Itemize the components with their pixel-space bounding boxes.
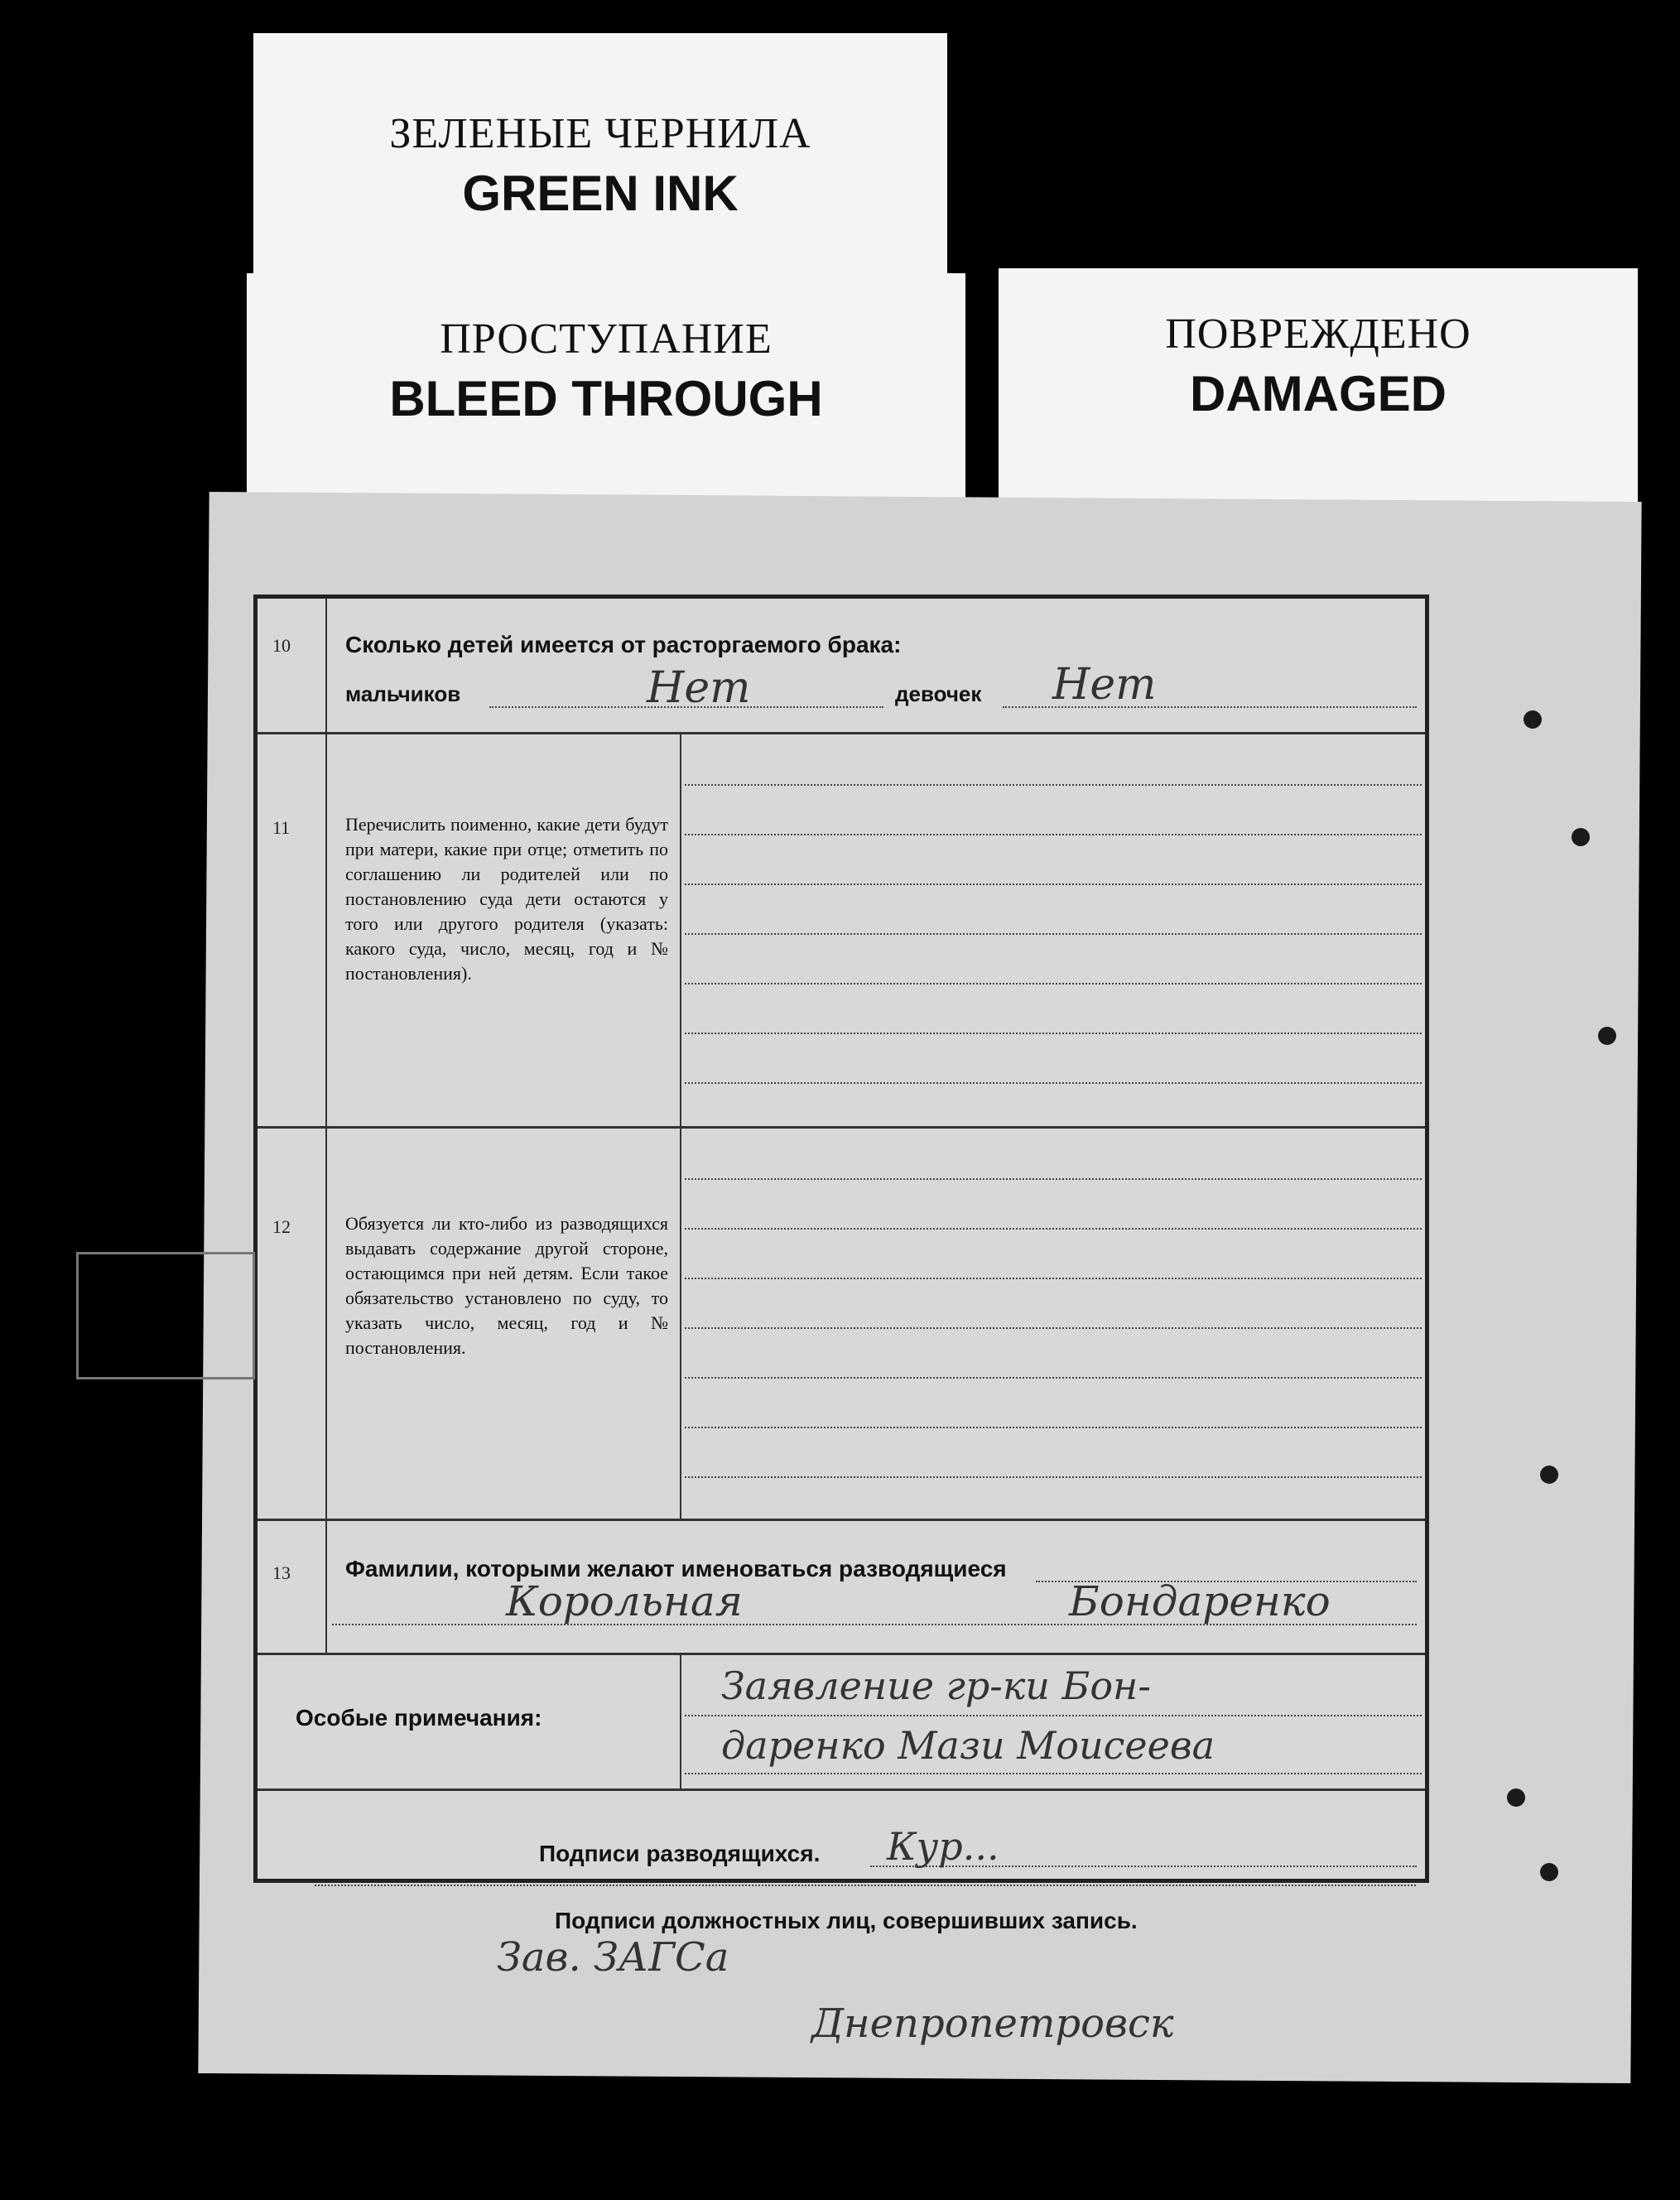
divorcing-signature: Кур... [887,1824,999,1869]
punch-hole [1507,1788,1525,1807]
bleed-through-card [247,273,965,522]
surnames-question: Фамилии, которыми желают именоваться разводящиеся [345,1556,1007,1581]
green-ink-en: GREEN INK [462,166,739,221]
row-10 [258,599,1425,734]
notes-row [258,1655,1425,1791]
divorcing-signatures-label: Подписи разводящихся. [539,1841,821,1866]
officials-signatures-label: Подписи должностных лиц, совершивших запись. [555,1908,1138,1933]
boys-label: мальчиков [345,681,461,706]
girls-value: Нет [1052,660,1157,710]
row-number: 10 [272,635,291,656]
bottom-handwriting: Днепропетровск [811,2000,1174,2047]
notes-label: Особые примечания: [296,1705,542,1731]
bleed-through-ru: ПРОСТУПАНИЕ [440,315,773,363]
surname-left: Корольная [506,1577,743,1625]
row-number: 11 [272,817,291,838]
punch-hole [1540,1863,1558,1881]
damaged-ru: ПОВРЕЖДЕНО [1165,311,1471,358]
punch-hole [1540,1466,1558,1484]
divorce-record-form [253,595,1429,1883]
punch-hole [1598,1027,1616,1045]
damaged-card [999,268,1638,522]
green-ink-ru: ЗЕЛЕНЫЕ ЧЕРНИЛА [389,110,811,157]
notes-line-2: даренко Мази Моисеева [721,1723,1215,1768]
stamp-box [76,1252,255,1379]
alimony-instructions: Обязуется ли кто-либо из разводящихся выдавать содержание другой стороне, остающимся при ней детям. Если такое обязательство установлено по суду, то указать число, месяц, год и № постановления. [345,1213,668,1358]
boys-value: Нет [647,663,751,713]
row-13 [258,1521,1425,1655]
children-custody-instructions: Перечислить поименно, какие дети будут при матери, какие при отце; отметить по соглашению ли родителей или по постановлению суда дети остаются у того или другого родителя (указать: какого суда, число, месяц, год и № постановления). [345,814,668,984]
row-11 [258,734,1425,1129]
punch-hole [1524,710,1542,729]
bleed-through-en: BLEED THROUGH [389,371,823,426]
official-signature: Зав. ЗАГСа [497,1934,729,1981]
girls-label: девочек [895,681,982,706]
row-12 [258,1129,1425,1521]
children-question: Сколько детей имеется от расторгаемого брака: [345,632,902,657]
row-number: 13 [272,1562,291,1583]
damaged-en: DAMAGED [1190,366,1447,421]
surname-right: Бондаренко [1069,1577,1331,1625]
row-number: 12 [272,1216,291,1237]
notes-line-1: Заявление гр-ки Бон- [721,1663,1151,1708]
green-ink-card [253,33,947,273]
punch-hole [1572,828,1590,846]
signatures-area [258,1791,1425,1887]
